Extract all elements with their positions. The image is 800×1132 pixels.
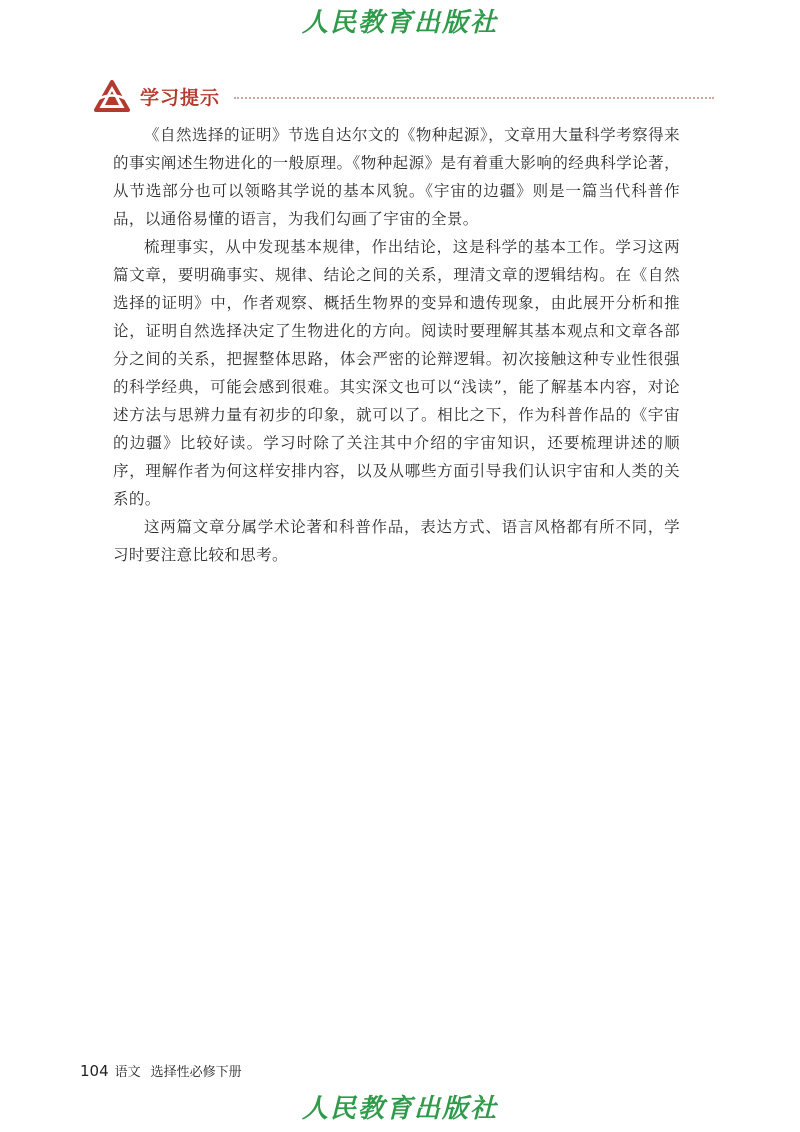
paragraph-3: 这两篇文章分属学术论著和科普作品，表达方式、语言风格都有所不同，学习时要注意比较和思考。 — [113, 518, 680, 564]
paragraph-2: 梳理事实，从中发现基本规律，作出结论，这是科学的基本工作。学习这两篇文章，要明确事实、规律、结论之间的关系，理清文章的逻辑结构。在《自然选择的证明》中，作者观察、概括生物界的变异和遗传现象，由此展开分析和推论，证明自然选择决定了生物进化的方向。阅读时要理解其基本观点和文章各部分之间的关系，把握整体思路，体会严密的论辩逻辑。初次接触这种专业性很强的科学经典，可能会感到很难。其实深文也可以“浅读”，能了解基本内容，对论述方法与思辨力量有初步的印象，就可以了。相比之下，作为科普作品的《宇宙的边疆》比较好读。学习时除了关注其中介绍的宇宙知识，还要梳理讲述的顺序，理解作者为何这样安排内容，以及从哪些方面引导我们认识宇宙和人类的关系的。 — [113, 238, 680, 508]
section-header — [94, 76, 714, 116]
page-number: 104 — [80, 1062, 109, 1080]
publisher-logo-bottom: 人民教育出版社 — [301, 1094, 498, 1124]
publisher-logo-top: 人民教育出版社 — [301, 8, 498, 38]
triangle-star-icon — [94, 80, 130, 112]
section-title: 学习提示 — [140, 86, 221, 109]
dot-leader — [234, 97, 714, 99]
volume-label: 选择性必修下册 — [150, 1065, 242, 1080]
page-footer — [80, 1061, 242, 1080]
subject-label: 语文 — [114, 1065, 141, 1080]
paragraph-1: 《自然选择的证明》节选自达尔文的《物种起源》，文章用大量科学考察得来的事实阐述生物进化的一般原理。《物种起源》是有着重大影响的经典科学论著，从节选部分也可以领略其学说的基本风貌。《宇宙的边疆》则是一篇当代科普作品，以通俗易懂的语言，为我们勾画了宇宙的全景。 — [113, 126, 680, 228]
body-text — [113, 121, 680, 569]
